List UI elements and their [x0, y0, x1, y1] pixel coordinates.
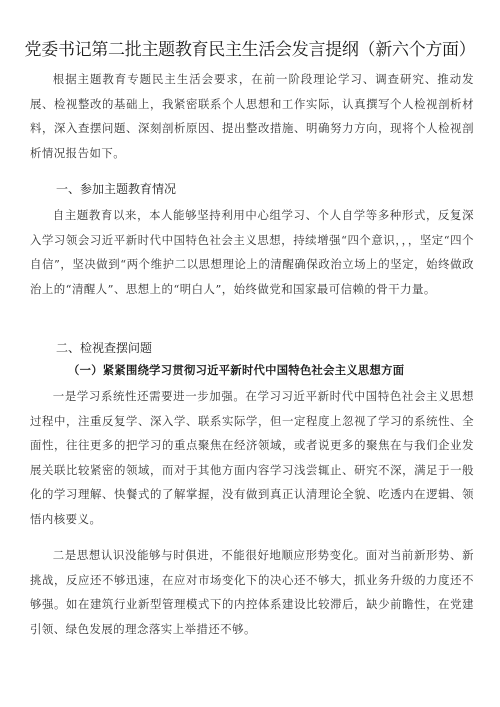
intro-paragraph: 根据主题教育专题民主生活会要求，在前一阶段理论学习、调查研究、推动发展、检视整改的基础上，我紧密联系个人思想和工作实际，认真撰写个人检视剖析材料，深入查摆问题、深刻剖析原因、提出整改措施、明确努力方向，现将个人检视剖析情况报告如下。 — [30, 72, 474, 160]
document-title: 党委书记第二批主题教育民主生活会发言提纲（新六个方面） — [24, 40, 476, 60]
problem-point-1: 一是学习系统性还需要进一步加强。在学习习近平新时代中国特色社会主义思想过程中，注重反复学、深入学、联系实际学，但一定程度上忽视了学习的系统性、全面性，往往更多的把学习的重点聚焦在经济领域，或者说更多的聚焦在与我们企业发展关联比较紧密的领域，而对于其他方面内容学习浅尝辄止、研究不深，满足于一般化的学习理解、快餐式的了解掌握，没有做到真正认清理论全貌、吃透内在逻辑、领悟内核要义。 — [30, 389, 474, 526]
section-participation-body: 自主题教育以来，本人能够坚持利用中心组学习、个人自学等多种形式，反复深入学习领会习近平新时代中国特色社会主义思想，持续增强“四个意识，，，坚定“四个自信”，坚决做到“两个维护二以思想理论上的清醒确保政治立场上的坚定，始终做政治上的“清醒人”、思想上的“明白人”，始终做党和国家最可信赖的骨干力量。 — [30, 208, 474, 296]
subsection-heading-study: （一）紧紧围绕学习贯彻习近平新时代中国特色社会主义思想方面 — [68, 364, 405, 377]
section-heading-problems: 二、检视查摆问题 — [56, 341, 153, 355]
problem-point-2: 二是思想认识没能够与时俱进，不能很好地顺应形势变化。面对当前新形势、新挑战，反应还不够迅速，在应对市场变化下的决心还不够大，抓业务升级的力度还不够强。如在建筑行业新型管理模式下的内控体系建设比较滞后，缺少前瞻性，在党建引领、绿色发展的理念落实上举措还不够。 — [30, 548, 474, 636]
section-heading-participation: 一、参加主题教育情况 — [56, 182, 177, 196]
